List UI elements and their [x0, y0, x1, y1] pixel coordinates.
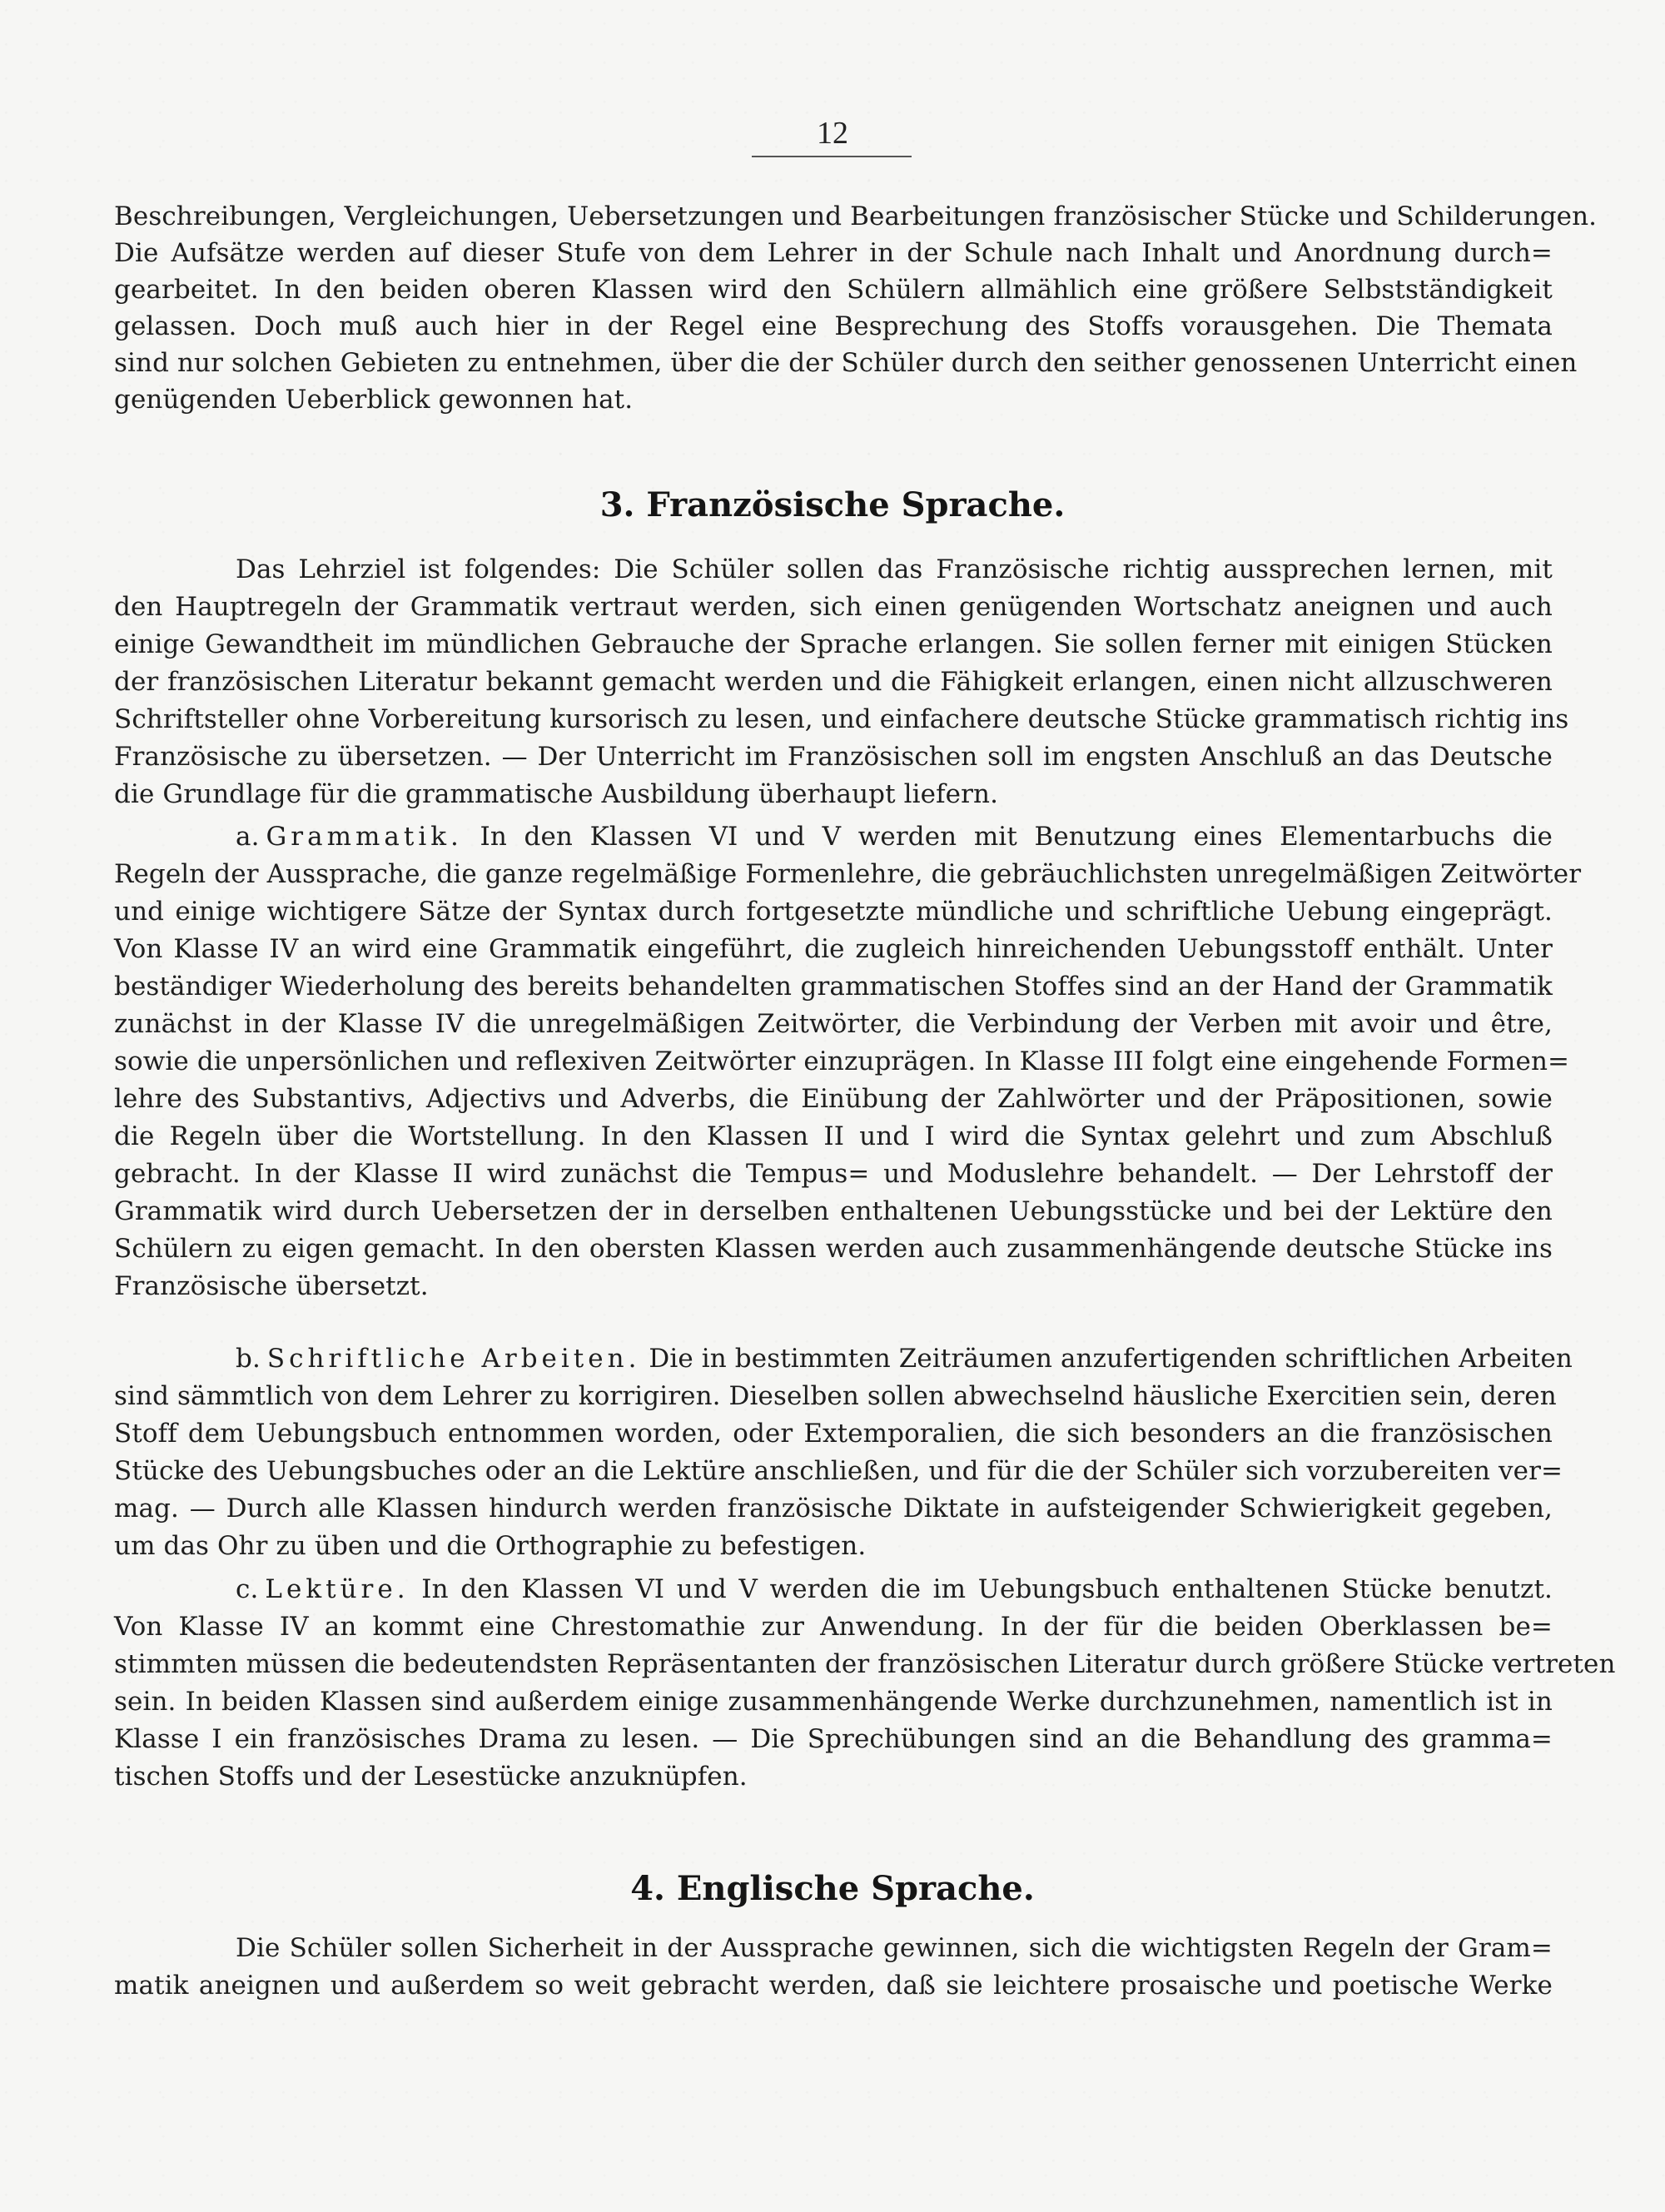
section-heading-french: 3. Französische Sprache.: [599, 485, 1066, 524]
text-line: Schülern zu eigen gemacht. In den obersten Klassen werden auch zusammenhängende deutsche Stücke ins: [114, 1234, 1553, 1264]
section-heading-english: 4. Englische Sprache.: [630, 1869, 1035, 1908]
text-span: Die in bestimmten Zeiträumen anzufertigenden schriftlichen Arbeiten: [649, 1344, 1573, 1374]
text-line: Regeln der Aussprache, die ganze regelmäßige Formenlehre, die gebräuchlichsten unregelmäßigen Zeitwörter: [114, 859, 1582, 889]
text-line: genügenden Ueberblick gewonnen hat.: [114, 385, 634, 415]
text-line: Stoff dem Uebungsbuch entnommen worden, oder Extemporalien, die sich besonders an die französischen: [114, 1419, 1553, 1449]
text-line: Die Schüler sollen Sicherheit in der Aussprache gewinnen, sich die wichtigsten Regeln der Gram=: [236, 1933, 1553, 1963]
text-line: Die Aufsätze werden auf dieser Stufe von dem Lehrer in der Schule nach Inhalt und Anordnung durch=: [114, 238, 1553, 268]
subsection-title: Schriftliche Arbeiten.: [266, 1344, 641, 1374]
text-line: sind nur solchen Gebieten zu entnehmen, über die der Schüler durch den seither genossenen Unterricht einen: [114, 348, 1578, 378]
subsection-marker: c.: [236, 1574, 259, 1604]
text-line: tischen Stoffs und der Lesestücke anzuknüpfen.: [114, 1762, 748, 1792]
subsection-first-line: [236, 820, 1553, 853]
text-line: Beschreibungen, Vergleichungen, Uebersetzungen und Bearbeitungen französischer Stücke und Schilderungen.: [114, 201, 1598, 231]
text-line: Stücke des Uebungsbuches oder an die Lektüre anschließen, und für die der Schüler sich vorzubereiten ver=: [114, 1456, 1563, 1486]
text-line: die Regeln über die Wortstellung. In den Klassen II und I wird die Syntax gelehrt und zum Abschluß: [114, 1121, 1553, 1151]
text-span: In den Klassen VI und V werden mit Benutzung eines Elementarbuchs die: [480, 822, 1553, 852]
text-line: gebracht. In der Klasse II wird zunächst die Tempus= und Moduslehre behandelt. — Der Lehrstoff der: [114, 1159, 1553, 1189]
text-line: die Grundlage für die grammatische Ausbildung überhaupt liefern.: [114, 779, 999, 809]
text-line: sind sämmtlich von dem Lehrer zu korrigiren. Dieselben sollen abwechselnd häusliche Exercitien sein, deren: [114, 1381, 1557, 1411]
text-line: den Hauptregeln der Grammatik vertraut werden, sich einen genügenden Wortschatz aneignen und auch: [114, 592, 1553, 622]
subsection-first-line: [236, 1342, 1573, 1375]
text-line: um das Ohr zu üben und die Orthographie zu befestigen.: [114, 1531, 867, 1561]
text-line: einige Gewandtheit im mündlichen Gebrauche der Sprache erlangen. Sie sollen ferner mit einigen Stücken: [114, 629, 1553, 659]
text-line: gearbeitet. In den beiden oberen Klassen wird den Schülern allmählich eine größere Selbstständigkeit: [114, 275, 1553, 305]
text-line: lehre des Substantivs, Adjectivs und Adverbs, die Einübung der Zahlwörter und der Präpositionen, sowie: [114, 1084, 1553, 1114]
text-line: Von Klasse IV an wird eine Grammatik eingeführt, die zugleich hinreichenden Uebungsstoff enthält. Unter: [114, 934, 1553, 964]
text-line: gelassen. Doch muß auch hier in der Regel eine Besprechung des Stoffs vorausgehen. Die Themata: [114, 311, 1553, 341]
text-line: beständiger Wiederholung des bereits behandelten grammatischen Stoffes sind an der Hand der Grammatik: [114, 972, 1553, 1002]
text-line: der französischen Literatur bekannt gemacht werden und die Fähigkeit erlangen, einen nicht allzuschweren: [114, 667, 1553, 697]
page-number-rule: [752, 156, 912, 157]
text-line: Französische zu übersetzen. — Der Unterricht im Französischen soll im engsten Anschluß an das Deutsche: [114, 742, 1553, 772]
subsection-marker: b.: [236, 1344, 261, 1374]
subsection-first-line: [236, 1573, 1553, 1606]
text-line: Schriftsteller ohne Vorbereitung kursorisch zu lesen, und einfachere deutsche Stücke grammatisch richtig ins: [114, 704, 1569, 734]
text-line: Das Lehrziel ist folgendes: Die Schüler sollen das Französische richtig aussprechen lernen, mit: [236, 554, 1553, 584]
text-line: und einige wichtigere Sätze der Syntax durch fortgesetzte mündliche und schriftliche Uebung eingeprägt.: [114, 897, 1553, 927]
subsection-marker: a.: [236, 822, 260, 852]
text-line: Französische übersetzt.: [114, 1271, 429, 1301]
text-line: Grammatik wird durch Uebersetzen der in derselben enthaltenen Uebungsstücke und bei der Lektüre den: [114, 1196, 1553, 1226]
subsection-title: Lektüre.: [265, 1574, 410, 1604]
text-line: zunächst in der Klasse IV die unregelmäßigen Zeitwörter, die Verbindung der Verben mit avoir und être,: [114, 1009, 1553, 1039]
text-line: Klasse I ein französisches Drama zu lesen. — Die Sprechübungen sind an die Behandlung des gramma=: [114, 1724, 1553, 1754]
subsection-title: Grammatik.: [266, 822, 463, 852]
text-line: sein. In beiden Klassen sind außerdem einige zusammenhängende Werke durchzunehmen, namentlich ist in: [114, 1687, 1553, 1717]
text-line: matik aneignen und außerdem so weit gebracht werden, daß sie leichtere prosaische und poetische Werke: [114, 1971, 1553, 2001]
page-number: 12: [817, 116, 848, 151]
text-line: sowie die unpersönlichen und reflexiven Zeitwörter einzuprägen. In Klasse III folgt eine eingehende Formen=: [114, 1046, 1570, 1076]
text-line: Von Klasse IV an kommt eine Chrestomathie zur Anwendung. In der für die beiden Oberklassen be=: [114, 1612, 1553, 1642]
text-span: In den Klassen VI und V werden die im Uebungsbuch enthaltenen Stücke benutzt.: [421, 1574, 1553, 1604]
text-line: stimmten müssen die bedeutendsten Repräsentanten der französischen Literatur durch größere Stücke vertreten: [114, 1649, 1616, 1679]
text-line: mag. — Durch alle Klassen hindurch werden französische Diktate in aufsteigender Schwierigkeit gegeben,: [114, 1494, 1553, 1524]
